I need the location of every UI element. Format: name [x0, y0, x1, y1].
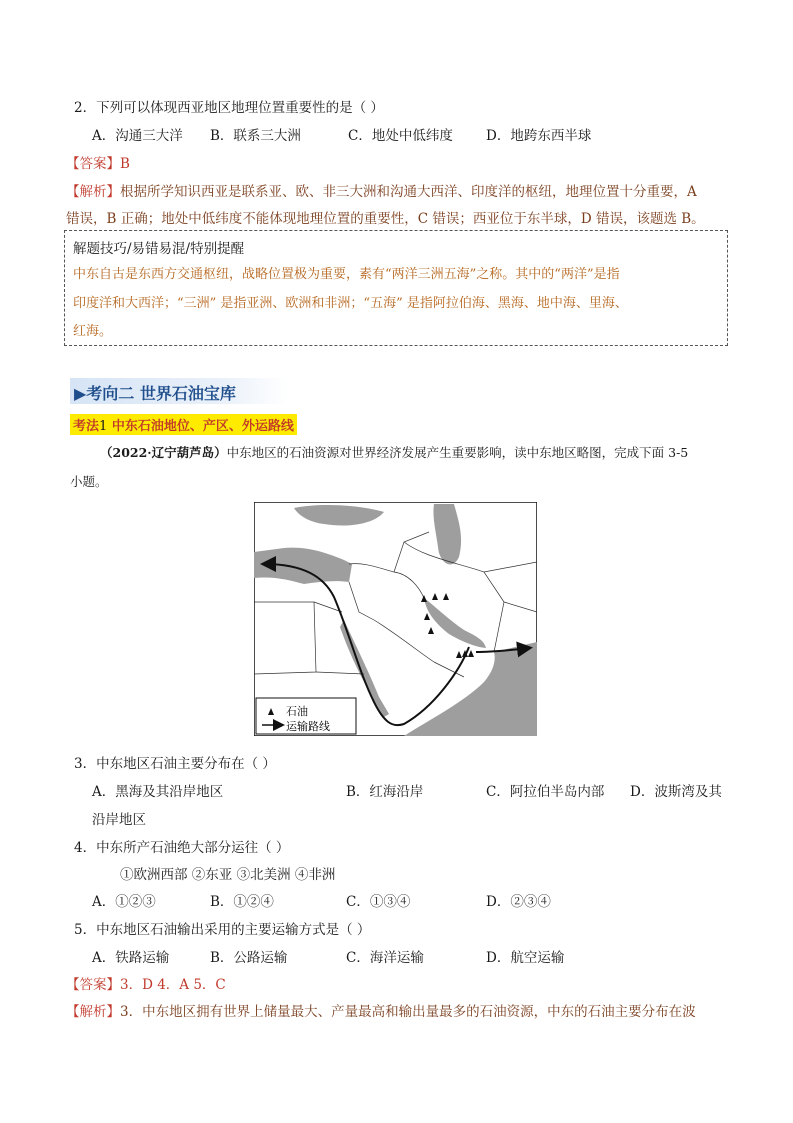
intro-text: 中东地区的石油资源对世界经济发展产生重要影响，读中东地区略图，完成下面 3-5 — [226, 445, 689, 460]
q2-option-c: C．地处中低纬度 — [348, 128, 453, 144]
q3-option-d-cont: 沿岸地区 — [92, 812, 146, 828]
q4-option-d: D．②③④ — [486, 894, 551, 910]
q3-option-c: C．阿拉伯半岛内部 — [486, 784, 605, 800]
q5-stem: 5．中东地区石油输出采用的主要运输方式是（ ） — [74, 922, 371, 938]
final-analysis-text: 3．中东地区拥有世界上储量最大、产量最高和输出量最多的石油资源，中东的石油主要分布在波 — [120, 1004, 696, 1020]
q4-stem: 4．中东所产石油绝大部分运往（ ） — [74, 840, 290, 856]
intro-source: （2022·辽宁葫芦岛） — [100, 445, 227, 460]
map-svg — [254, 502, 537, 736]
q4-option-a: A．①②③ — [92, 894, 156, 910]
answer-label: 【答案】 — [66, 156, 120, 172]
q2-option-a: A．沟通三大洋 — [92, 128, 183, 144]
q3-option-b: B．红海沿岸 — [346, 784, 424, 800]
final-analysis-label: 【解析】 — [66, 1004, 120, 1020]
final-analysis — [66, 1000, 696, 1020]
middle-east-map — [254, 502, 537, 736]
analysis-label: 【解析】 — [66, 184, 120, 200]
legend-oil-label: 石油 — [286, 705, 308, 718]
q3-stem: 3．中东地区石油主要分布在（ ） — [74, 756, 276, 772]
intro-line2: 小题。 — [70, 474, 108, 489]
q2-analysis-line2: 错误，B 正确；地处中低纬度不能体现地理位置的重要性，C 错误；西亚位于东半球，D 错误，该题选 B。 — [66, 211, 705, 227]
final-answer-value: 3．D 4．A 5．C — [120, 977, 226, 993]
final-answer — [66, 973, 226, 993]
final-answer-label: 【答案】 — [66, 977, 120, 993]
q2-stem: 2．下列可以体现西亚地区地理位置重要性的是（ ） — [74, 100, 384, 116]
kaofa-prefix: 考法 — [73, 419, 100, 434]
q4-choices: ①欧洲西部 ②东亚 ③北美洲 ④非洲 — [120, 867, 336, 883]
q2-option-b: B．联系三大洲 — [210, 128, 301, 144]
q5-option-b: B．公路运输 — [210, 950, 288, 966]
tip-line3: 红海。 — [73, 324, 113, 339]
legend-route-label: 运输路线 — [286, 720, 330, 733]
kaofa-title: 中东石油地位、产区、外运路线 — [107, 419, 294, 434]
tip-line2: 印度洋和大西洋；“三洲” 是指亚洲、欧洲和非洲；“五海” 是指阿拉伯海、黑海、地中海、里海、 — [73, 296, 628, 311]
analysis-text: 根据所学知识西亚是联系亚、欧、非三大洲和沟通大西洋、印度洋的枢纽，地理位置十分重要，A — [120, 184, 697, 200]
answer-value: B — [120, 156, 130, 172]
q5-option-c: C．海洋运输 — [346, 950, 424, 966]
kaofa-num: 1 — [99, 419, 108, 434]
q2-option-d: D．地跨东西半球 — [486, 128, 592, 144]
q4-option-c: C．①③④ — [346, 894, 411, 910]
q3-option-a: A．黑海及其沿岸地区 — [92, 784, 224, 800]
kaofa-label — [70, 414, 297, 435]
intro-line1 — [100, 443, 688, 461]
q5-option-d: D．航空运输 — [486, 950, 565, 966]
q5-option-a: A．铁路运输 — [92, 950, 170, 966]
q2-analysis-line1 — [66, 180, 697, 200]
q2-answer — [66, 152, 130, 172]
tip-line1: 中东自古是东西方交通枢纽，战略位置极为重要，素有“两洋三洲五海”之称。其中的“两洋”是指 — [73, 267, 620, 282]
q4-option-b: B．①②④ — [210, 894, 274, 910]
section-title: ▶考向二 世界石油宝库 — [74, 384, 236, 403]
q3-option-d: D．波斯湾及其 — [630, 784, 722, 800]
tip-box — [64, 230, 728, 346]
tip-title: 解题技巧/易错易混/特别提醒 — [73, 241, 245, 257]
